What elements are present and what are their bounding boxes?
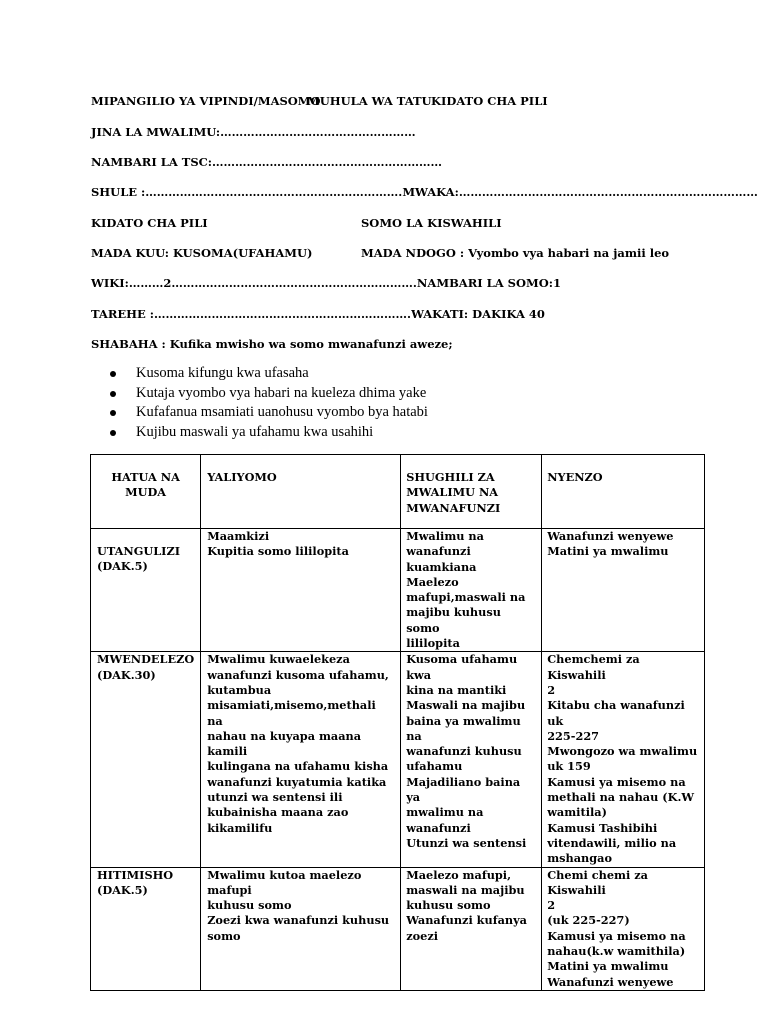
date-field: TAREHE :…………………………………………………………. xyxy=(91,307,412,321)
document-title: MIPANGILIO YA VIPINDI/MASOMO xyxy=(91,94,321,108)
stage-cell: MWENDELEZO (DAK.30) xyxy=(91,652,201,867)
lesson-plan-table xyxy=(90,454,705,991)
topic-line xyxy=(91,246,670,260)
bullet-icon xyxy=(110,371,116,377)
activities-cell: Mwalimu na wanafunzi kuamkiana Maelezo mafupi,maswali na majibu kuhusu somo lililopita xyxy=(401,529,542,652)
objective-intro: SHABAHA : Kufika mwisho wa somo mwanafunzi aweze; xyxy=(91,337,453,351)
form-subject-line xyxy=(91,216,502,230)
week-lesson-line xyxy=(91,276,561,290)
sub-topic-field: MADA NDOGO : Vyombo vya habari na jamii leo xyxy=(361,246,670,260)
subject-field: SOMO LA KISWAHILI xyxy=(361,216,502,230)
objective-item: Kujibu maswali ya ufahamu kwa usahihi xyxy=(110,423,428,443)
year-field: MWAKA:…………………………………………………………………… xyxy=(402,185,758,199)
activities-cell: Maelezo mafupi, maswali na majibu kuhusu somo Wanafunzi kufanya zoezi xyxy=(401,867,542,990)
form-field: KIDATO CHA PILI xyxy=(91,216,208,230)
form-label-header: KIDATO CHA PILI xyxy=(431,94,548,108)
table-row xyxy=(91,867,705,990)
header-stage: HATUA NA MUDA xyxy=(91,455,201,529)
objective-item: Kufafanua msamiati uanohusu vyombo bya hatabi xyxy=(110,403,428,423)
tsc-number-field: NAMBARI LA TSC:…………………………………………………… xyxy=(91,155,443,169)
stage-cell: HITIMISHO (DAK.5) xyxy=(91,867,201,990)
lesson-number-field: NAMBARI LA SOMO:1 xyxy=(416,276,561,290)
content-cell: Mwalimu kuwaelekeza wanafunzi kusoma ufahamu, kutambua misamiati,misemo,methali na nahau na kuyapa maana kamili kulingana na ufahamu kisha wanafunzi kuyatumia katika utunzi wa sentensi ili kubainisha maana zao kikamilifu xyxy=(201,652,401,867)
table-row xyxy=(91,652,705,867)
bullet-icon xyxy=(110,391,116,397)
main-topic-field: MADA KUU: KUSOMA(UFAHAMU) xyxy=(91,246,313,260)
table-row xyxy=(91,529,705,652)
week-field: WIKI:………2………………………………………………………. xyxy=(91,276,417,290)
school-field: SHULE :…………………………………………………………. xyxy=(91,185,403,199)
header-resources: NYENZO xyxy=(542,455,705,529)
bullet-icon xyxy=(110,430,116,436)
time-field: WAKATI: DAKIKA 40 xyxy=(411,307,545,321)
header-activities: SHUGHILI ZA MWALIMU NA MWANAFUNZI xyxy=(401,455,542,529)
term-label: MUHULA WA TATU xyxy=(307,94,432,108)
stage-cell: UTANGULIZI (DAK.5) xyxy=(91,529,201,652)
document-header xyxy=(91,94,548,108)
content-cell: Mwalimu kutoa maelezo mafupi kuhusu somo Zoezi kwa wanafunzi kuhusu somo xyxy=(201,867,401,990)
content-cell: Maamkizi Kupitia somo lililopita xyxy=(201,529,401,652)
objective-item: Kutaja vyombo vya habari na kueleza dhima yake xyxy=(110,384,428,404)
table-header-row xyxy=(91,455,705,529)
objective-item: Kusoma kifungu kwa ufasaha xyxy=(110,364,428,384)
bullet-icon xyxy=(110,410,116,416)
resources-cell: Chemi chemi za Kiswahili 2 (uk 225-227) Kamusi ya misemo na nahau(k.w wamithila) Matini ya mwalimu Wanafunzi wenyewe xyxy=(542,867,705,990)
objectives-list xyxy=(110,364,428,442)
activities-cell: Kusoma ufahamu kwa kina na mantiki Maswali na majibu baina ya mwalimu na wanafunzi kuhusu ufahamu Majadiliano baina ya mwalimu na wanafunzi Utunzi wa sentensi xyxy=(401,652,542,867)
teacher-name-field: JINA LA MWALIMU:…………………………………………… xyxy=(91,125,416,139)
date-time-line xyxy=(91,307,545,321)
resources-cell: Wanafunzi wenyewe Matini ya mwalimu xyxy=(542,529,705,652)
header-content: YALIYOMO xyxy=(201,455,401,529)
school-year-line xyxy=(91,185,758,199)
resources-cell: Chemchemi za Kiswahili 2 Kitabu cha wanafunzi uk 225-227 Mwongozo wa mwalimu uk 159 Kamusi ya misemo na methali na nahau (K.W wamitila) Kamusi Tashibihi vitendawili, milio na mshangao xyxy=(542,652,705,867)
